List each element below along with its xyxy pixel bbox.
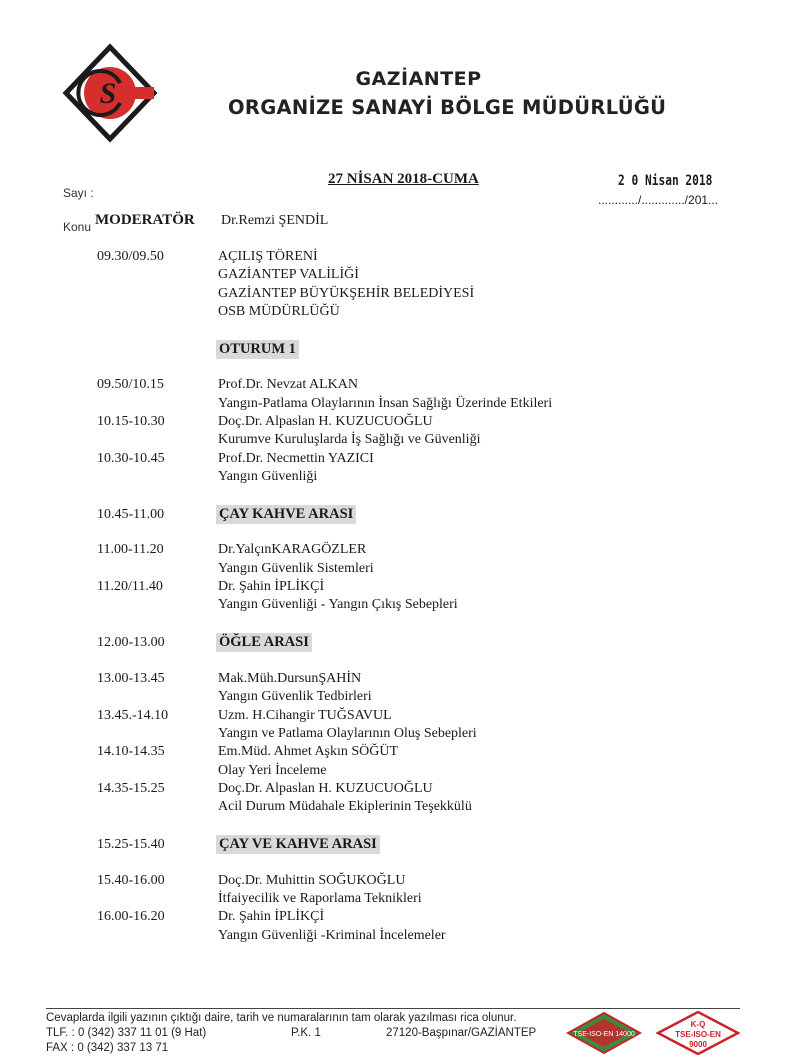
break-title: ÇAY KAHVE ARASI (216, 505, 356, 524)
footer-tel: TLF. : 0 (342) 337 11 01 (9 Hat) (46, 1027, 207, 1039)
iso-9000-badge-icon (656, 1011, 740, 1055)
iso-14000-badge-icon (566, 1011, 642, 1055)
svg-text:TSE-ISO-EN 14000: TSE-ISO-EN 14000 (573, 1031, 635, 1038)
slot-speaker: Mak.Müh.DursunŞAHİN (218, 671, 362, 686)
date-stamp: 2 0 Nisan 2018 (618, 173, 713, 189)
slot-topic: Olay Yeri İnceleme (218, 763, 327, 778)
slot-speaker: Prof.Dr. Necmettin YAZICI (218, 451, 374, 466)
osb-logo-icon (62, 43, 158, 143)
footer-note: Cevaplarda ilgili yazının çıktığı daire, tarih ve numaralarının tam olarak yazılması rica olunur. (46, 1012, 517, 1024)
slot-topic: Yangın Güvenlik Sistemleri (218, 561, 374, 576)
break-title: ÇAY VE KAHVE ARASI (216, 835, 380, 854)
slot-topic: Yangın Güvenliği - Yangın Çıkış Sebepleri (218, 597, 458, 612)
header-org: ORGANİZE SANAYİ BÖLGE MÜDÜRLÜĞÜ (228, 96, 667, 119)
slot-topic: Yangın-Patlama Olaylarının İnsan Sağlığı Üzerinde Etkileri (218, 396, 553, 411)
slot-speaker: Dr. Şahin İPLİKÇİ (218, 909, 325, 924)
sayi-label: Sayı : (63, 186, 94, 200)
slot-topic: Acil Durum Müdahale Ekiplerinin Teşekkülü (218, 799, 472, 814)
break-time: 10.45-11.00 (97, 507, 165, 522)
footer-fax: FAX : 0 (342) 337 13 71 (46, 1042, 169, 1054)
slot-time: 10.15-10.30 (97, 414, 165, 429)
header-city: GAZİANTEP (355, 68, 482, 90)
osb-logo (62, 43, 158, 143)
slot-speaker: Prof.Dr. Nevzat ALKAN (218, 377, 358, 392)
moderator-label: MODERATÖR (95, 212, 195, 228)
moderator-name: Dr.Remzi ŞENDİL (221, 213, 329, 228)
slot-time: 11.20/11.40 (97, 579, 163, 594)
slot-speaker: Doç.Dr. Alpaslan H. KUZUCUOĞLU (218, 781, 433, 796)
slot-speaker: Dr. Şahin İPLİKÇİ (218, 579, 325, 594)
iso-14000-badge (566, 1011, 642, 1055)
slot-time: 09.50/10.15 (97, 377, 164, 392)
slot-speaker: Uzm. H.Cihangir TUĞSAVUL (218, 708, 392, 723)
slot-topic: Yangın Güvenliği (218, 469, 318, 484)
slot-topic: Yangın Güvenlik Tedbirleri (218, 689, 372, 704)
opening-time: 09.30/09.50 (97, 249, 164, 264)
date-dots: ............/............./201... (598, 193, 719, 207)
slot-time: 14.10-14.35 (97, 744, 165, 759)
break-time: 15.25-15.40 (97, 837, 165, 852)
footer-address: 27120-Başpınar/GAZİANTEP (386, 1027, 537, 1039)
slot-speaker: Dr.YalçınKARAGÖZLER (218, 542, 367, 557)
footer-pk: P.K. 1 (291, 1027, 321, 1039)
slot-time: 13.00-13.45 (97, 671, 165, 686)
session-title: OTURUM 1 (216, 340, 299, 359)
slot-speaker: Doç.Dr. Muhittin SOĞUKOĞLU (218, 873, 406, 888)
footer-divider (46, 1008, 740, 1009)
slot-topic: Yangın ve Patlama Olaylarının Oluş Sebepleri (218, 726, 477, 741)
iso-9000-badge (656, 1011, 740, 1055)
konu-label: Konu (63, 220, 92, 234)
opening-line: OSB MÜDÜRLÜĞÜ (218, 304, 340, 319)
slot-time: 11.00-11.20 (97, 542, 164, 557)
slot-time: 10.30-10.45 (97, 451, 165, 466)
slot-topic: Kurumve Kuruluşlarda İş Sağlığı ve Güvenliği (218, 432, 481, 447)
break-time: 12.00-13.00 (97, 635, 165, 650)
svg-text:S: S (99, 77, 117, 110)
opening-line: GAZİANTEP BÜYÜKŞEHİR BELEDİYESİ (218, 286, 475, 301)
event-date: 27 NİSAN 2018-CUMA (328, 171, 479, 187)
slot-time: 16.00-16.20 (97, 909, 165, 924)
svg-text:K-Q: K-Q (690, 1020, 706, 1029)
slot-speaker: Em.Müd. Ahmet Aşkın SÖĞÜT (218, 744, 399, 759)
slot-time: 14.35-15.25 (97, 781, 165, 796)
slot-time: 15.40-16.00 (97, 873, 165, 888)
svg-text:TSE-ISO-EN: TSE-ISO-EN (675, 1030, 721, 1039)
slot-topic: İtfaiyecilik ve Raporlama Teknikleri (218, 891, 422, 906)
slot-speaker: Doç.Dr. Alpaslan H. KUZUCUOĞLU (218, 414, 433, 429)
break-title: ÖĞLE ARASI (216, 633, 312, 652)
svg-text:9000: 9000 (689, 1040, 707, 1049)
slot-time: 13.45.-14.10 (97, 708, 169, 723)
opening-line: GAZİANTEP VALİLİĞİ (218, 267, 359, 282)
opening-line: AÇILIŞ TÖRENİ (218, 249, 318, 264)
slot-topic: Yangın Güvenliği -Kriminal İncelemeler (218, 928, 446, 943)
